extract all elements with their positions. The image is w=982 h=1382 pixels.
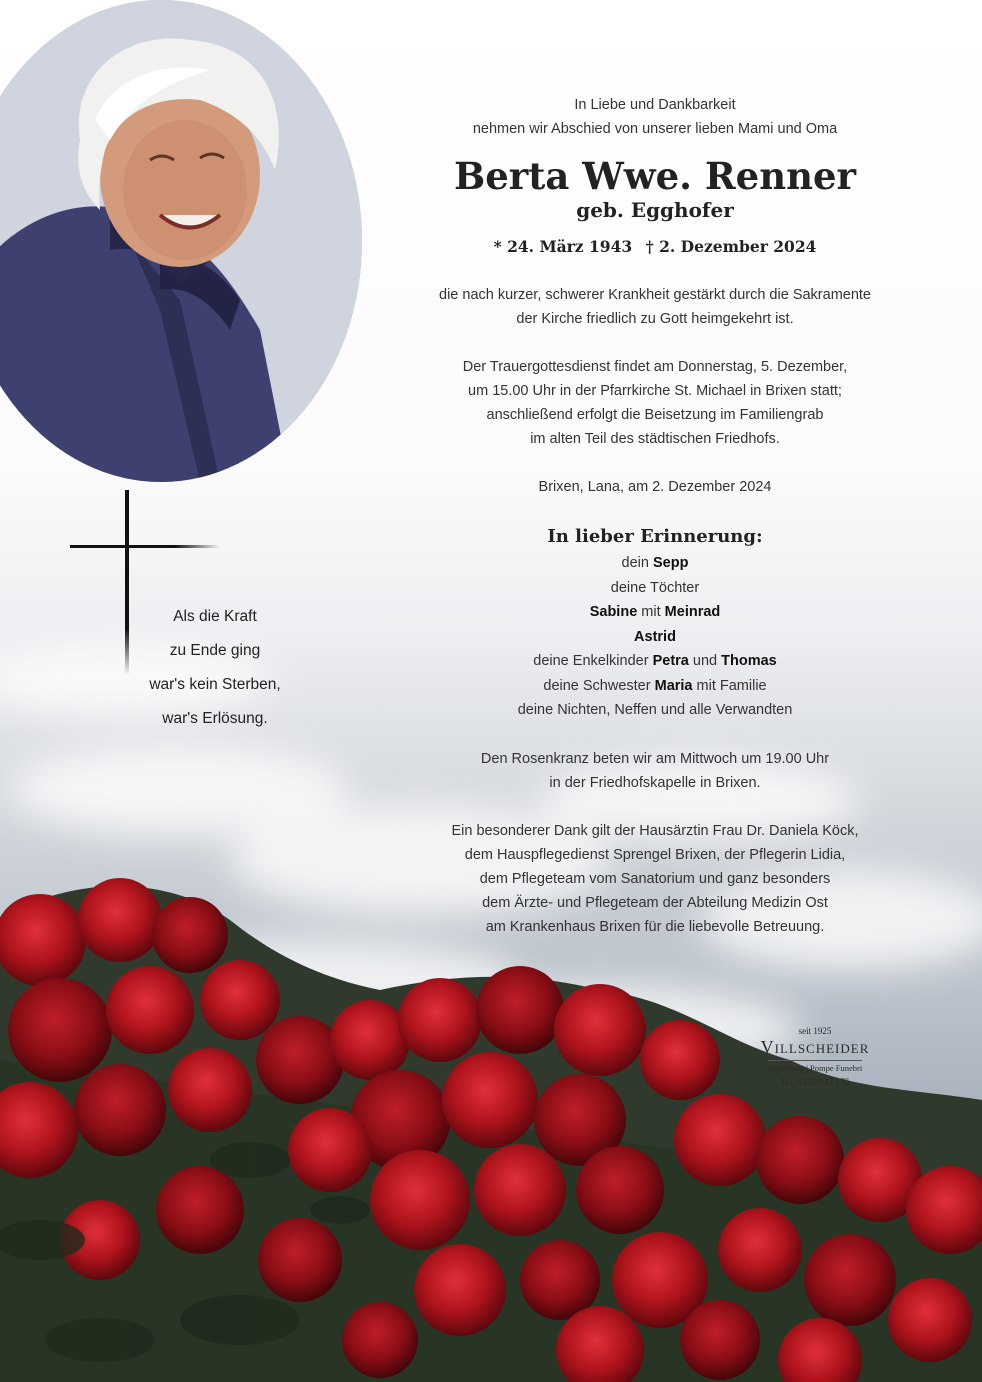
text-line: um 15.00 Uhr in der Pfarrkirche St. Michael in Brixen statt; (468, 383, 842, 399)
family-text: dein (621, 555, 649, 571)
death-date: † 2. Dezember 2024 (645, 237, 817, 256)
poem-line: zu Ende ging (169, 642, 261, 659)
family-name: Petra (652, 653, 689, 669)
family-line: deine Töchter (610, 579, 700, 596)
poem (120, 600, 310, 736)
family-name: Astrid (634, 628, 676, 645)
remembrance-title: In lieber Erinnerung: (547, 526, 763, 547)
poem-line: war's kein Sterben, (149, 676, 281, 693)
family-list (395, 551, 915, 723)
text-line: der Kirche friedlich zu Gott heimgekehrt ist. (516, 311, 794, 327)
text-line: Den Rosenkranz beten wir am Mittwoch um 19.00 Uhr (480, 750, 830, 767)
portrait-photo (0, 0, 362, 482)
logo-since: seit 1925 (798, 1026, 832, 1036)
poem-line: war's Erlösung. (162, 710, 268, 727)
family-text: deine Enkelkinder (533, 653, 649, 669)
place-date: Brixen, Lana, am 2. Dezember 2024 (538, 479, 772, 495)
text-line: anschließend erfolgt die Beisetzung im Familiengrab (486, 407, 824, 423)
text-line: am Krankenhaus Brixen für die liebevolle Betreuung. (485, 918, 825, 935)
family-line: deine Nichten, Neffen und alle Verwandten (517, 702, 793, 718)
family-name: Sabine (589, 604, 638, 620)
family-line (395, 625, 915, 650)
logo-subtitle: Bestattung | Pompe Funebri (768, 1060, 863, 1074)
funeral-home-logo (740, 1026, 890, 1090)
text-line: dem Ärzte- und Pflegeteam der Abteilung Medizin Ost (482, 894, 828, 911)
intro-line: nehmen wir Abschied von unserer lieben Mami und Oma (472, 121, 838, 137)
maiden-name: geb. Egghofer (576, 198, 734, 222)
family-name: Maria (654, 677, 693, 694)
family-line (395, 649, 915, 674)
family-name: Thomas (721, 653, 777, 669)
text-line: im alten Teil des städtischen Friedhofs. (530, 431, 780, 447)
intro-line: In Liebe und Dankbarkeit (574, 97, 736, 113)
family-name: Meinrad (664, 604, 721, 620)
family-name: Sepp (653, 555, 689, 571)
family-text: mit Familie (696, 677, 767, 694)
family-text: und (692, 653, 718, 669)
roses-image (0, 860, 982, 1382)
text-line: dem Pflegeteam vom Sanatorium und ganz besonders (479, 870, 831, 887)
logo-name: Villscheider (760, 1037, 870, 1057)
obituary-text (395, 93, 915, 939)
text-line: Der Trauergottesdienst findet am Donnerstag, 5. Dezember, (462, 359, 848, 375)
life-dates (395, 235, 915, 259)
family-line (395, 600, 915, 625)
family-text: mit (641, 604, 661, 620)
text-line: die nach kurzer, schwerer Krankheit gestärkt durch die Sakramente (439, 287, 871, 303)
rosary-paragraph (395, 747, 915, 795)
intro (395, 93, 915, 141)
text-line: Ein besonderer Dank gilt der Hausärztin Frau Dr. Daniela Köck, (451, 822, 859, 839)
birth-date: * 24. März 1943 (493, 237, 633, 256)
family-line (395, 551, 915, 576)
poem-line: Als die Kraft (173, 608, 257, 625)
logo-phone: Tel. 0472/833 175 (780, 1078, 850, 1088)
service-paragraph (395, 355, 915, 451)
family-line (395, 674, 915, 699)
deceased-name: Berta Wwe. Renner (453, 154, 857, 198)
family-text: deine Schwester (543, 677, 651, 694)
passing-paragraph (395, 283, 915, 331)
text-line: in der Friedhofskapelle in Brixen. (549, 774, 761, 791)
text-line: dem Hauspflegedienst Sprengel Brixen, der Pflegerin Lidia, (464, 846, 846, 863)
